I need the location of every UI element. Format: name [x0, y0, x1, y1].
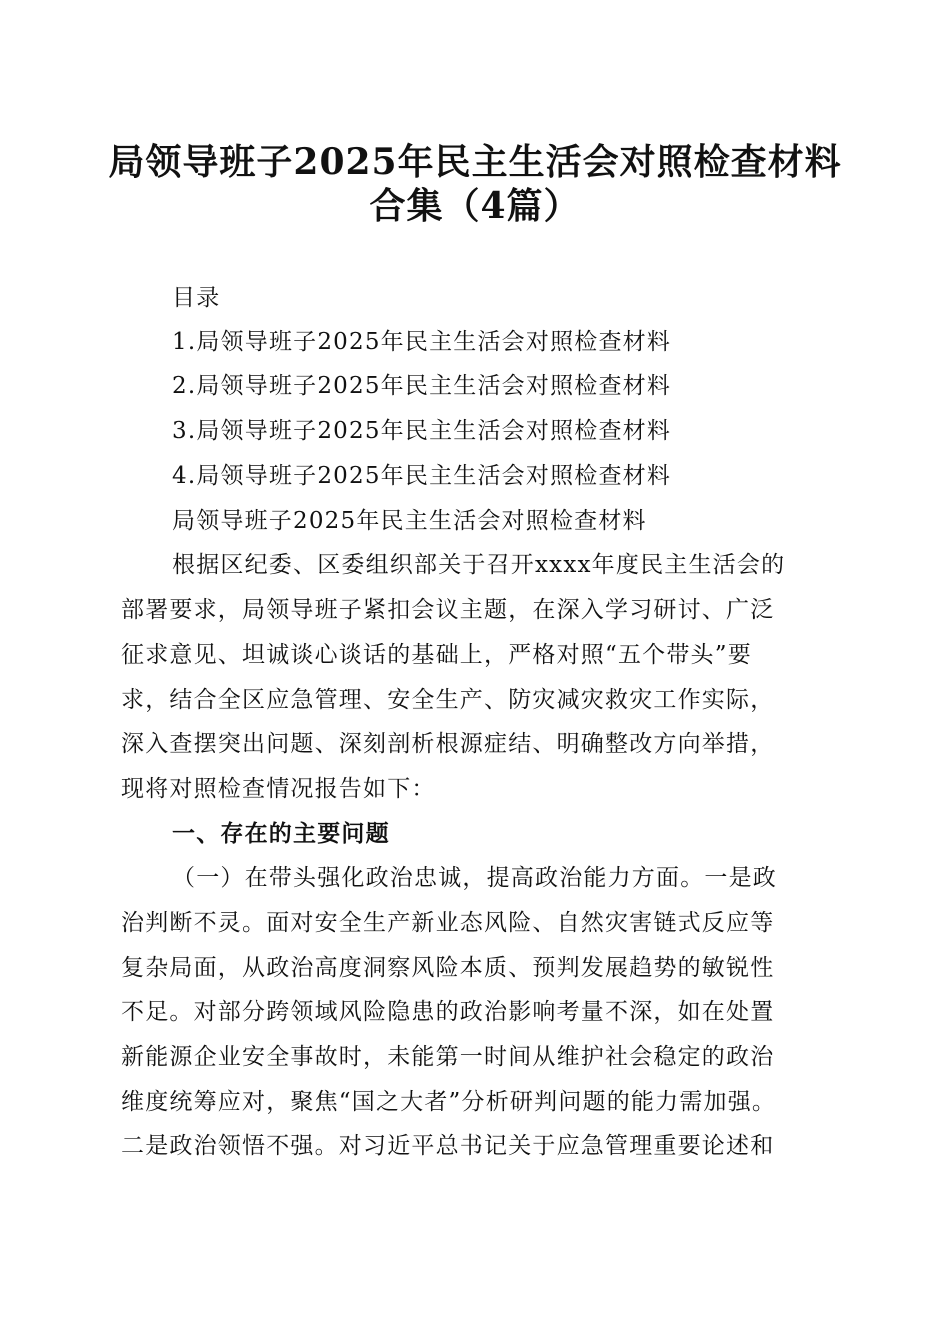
toc-heading: 目录: [172, 285, 221, 311]
toc-item-3: 3.局领导班子2025年民主生活会对照检查材料: [172, 418, 672, 444]
intro-line-6: 现将对照检查情况报告如下：: [121, 776, 436, 802]
document-title-line-1: 局领导班子2025年民主生活会对照检查材料: [108, 141, 842, 183]
body-line-4: 不足。对部分跨领域风险隐患的政治影响考量不深，如在处置: [121, 999, 775, 1025]
section-title: 局领导班子2025年民主生活会对照检查材料: [172, 508, 647, 534]
intro-line-5: 深入查摆突出问题、深刻剖析根源症结、明确整改方向举措，: [121, 731, 775, 757]
intro-line-4: 求，结合全区应急管理、安全生产、防灾减灾救灾工作实际，: [121, 687, 775, 713]
body-line-2: 治判断不灵。面对安全生产新业态风险、自然灾害链式反应等: [121, 910, 775, 936]
toc-item-4: 4.局领导班子2025年民主生活会对照检查材料: [172, 463, 672, 489]
body-line-1: （一）在带头强化政治忠诚，提高政治能力方面。一是政: [172, 865, 777, 891]
body-line-5: 新能源企业安全事故时，未能第一时间从维护社会稳定的政治: [121, 1044, 775, 1070]
toc-item-1: 1.局领导班子2025年民主生活会对照检查材料: [172, 329, 672, 355]
document-title-line-2: 合集（4篇）: [369, 185, 581, 227]
intro-line-1: 根据区纪委、区委组织部关于召开xxxx年度民主生活会的: [172, 552, 786, 578]
intro-line-2: 部署要求，局领导班子紧扣会议主题，在深入学习研讨、广泛: [121, 597, 775, 623]
intro-line-3: 征求意见、坦诚谈心谈话的基础上，严格对照“五个带头”要: [121, 642, 752, 668]
body-line-3: 复杂局面，从政治高度洞察风险本质、预判发展趋势的敏锐性: [121, 955, 775, 981]
toc-item-2: 2.局领导班子2025年民主生活会对照检查材料: [172, 373, 672, 399]
body-line-6: 维度统筹应对，聚焦“国之大者”分析研判问题的能力需加强。: [121, 1089, 777, 1115]
body-line-7: 二是政治领悟不强。对习近平总书记关于应急管理重要论述和: [121, 1133, 775, 1159]
heading-level-1: 一、存在的主要问题: [172, 821, 390, 847]
